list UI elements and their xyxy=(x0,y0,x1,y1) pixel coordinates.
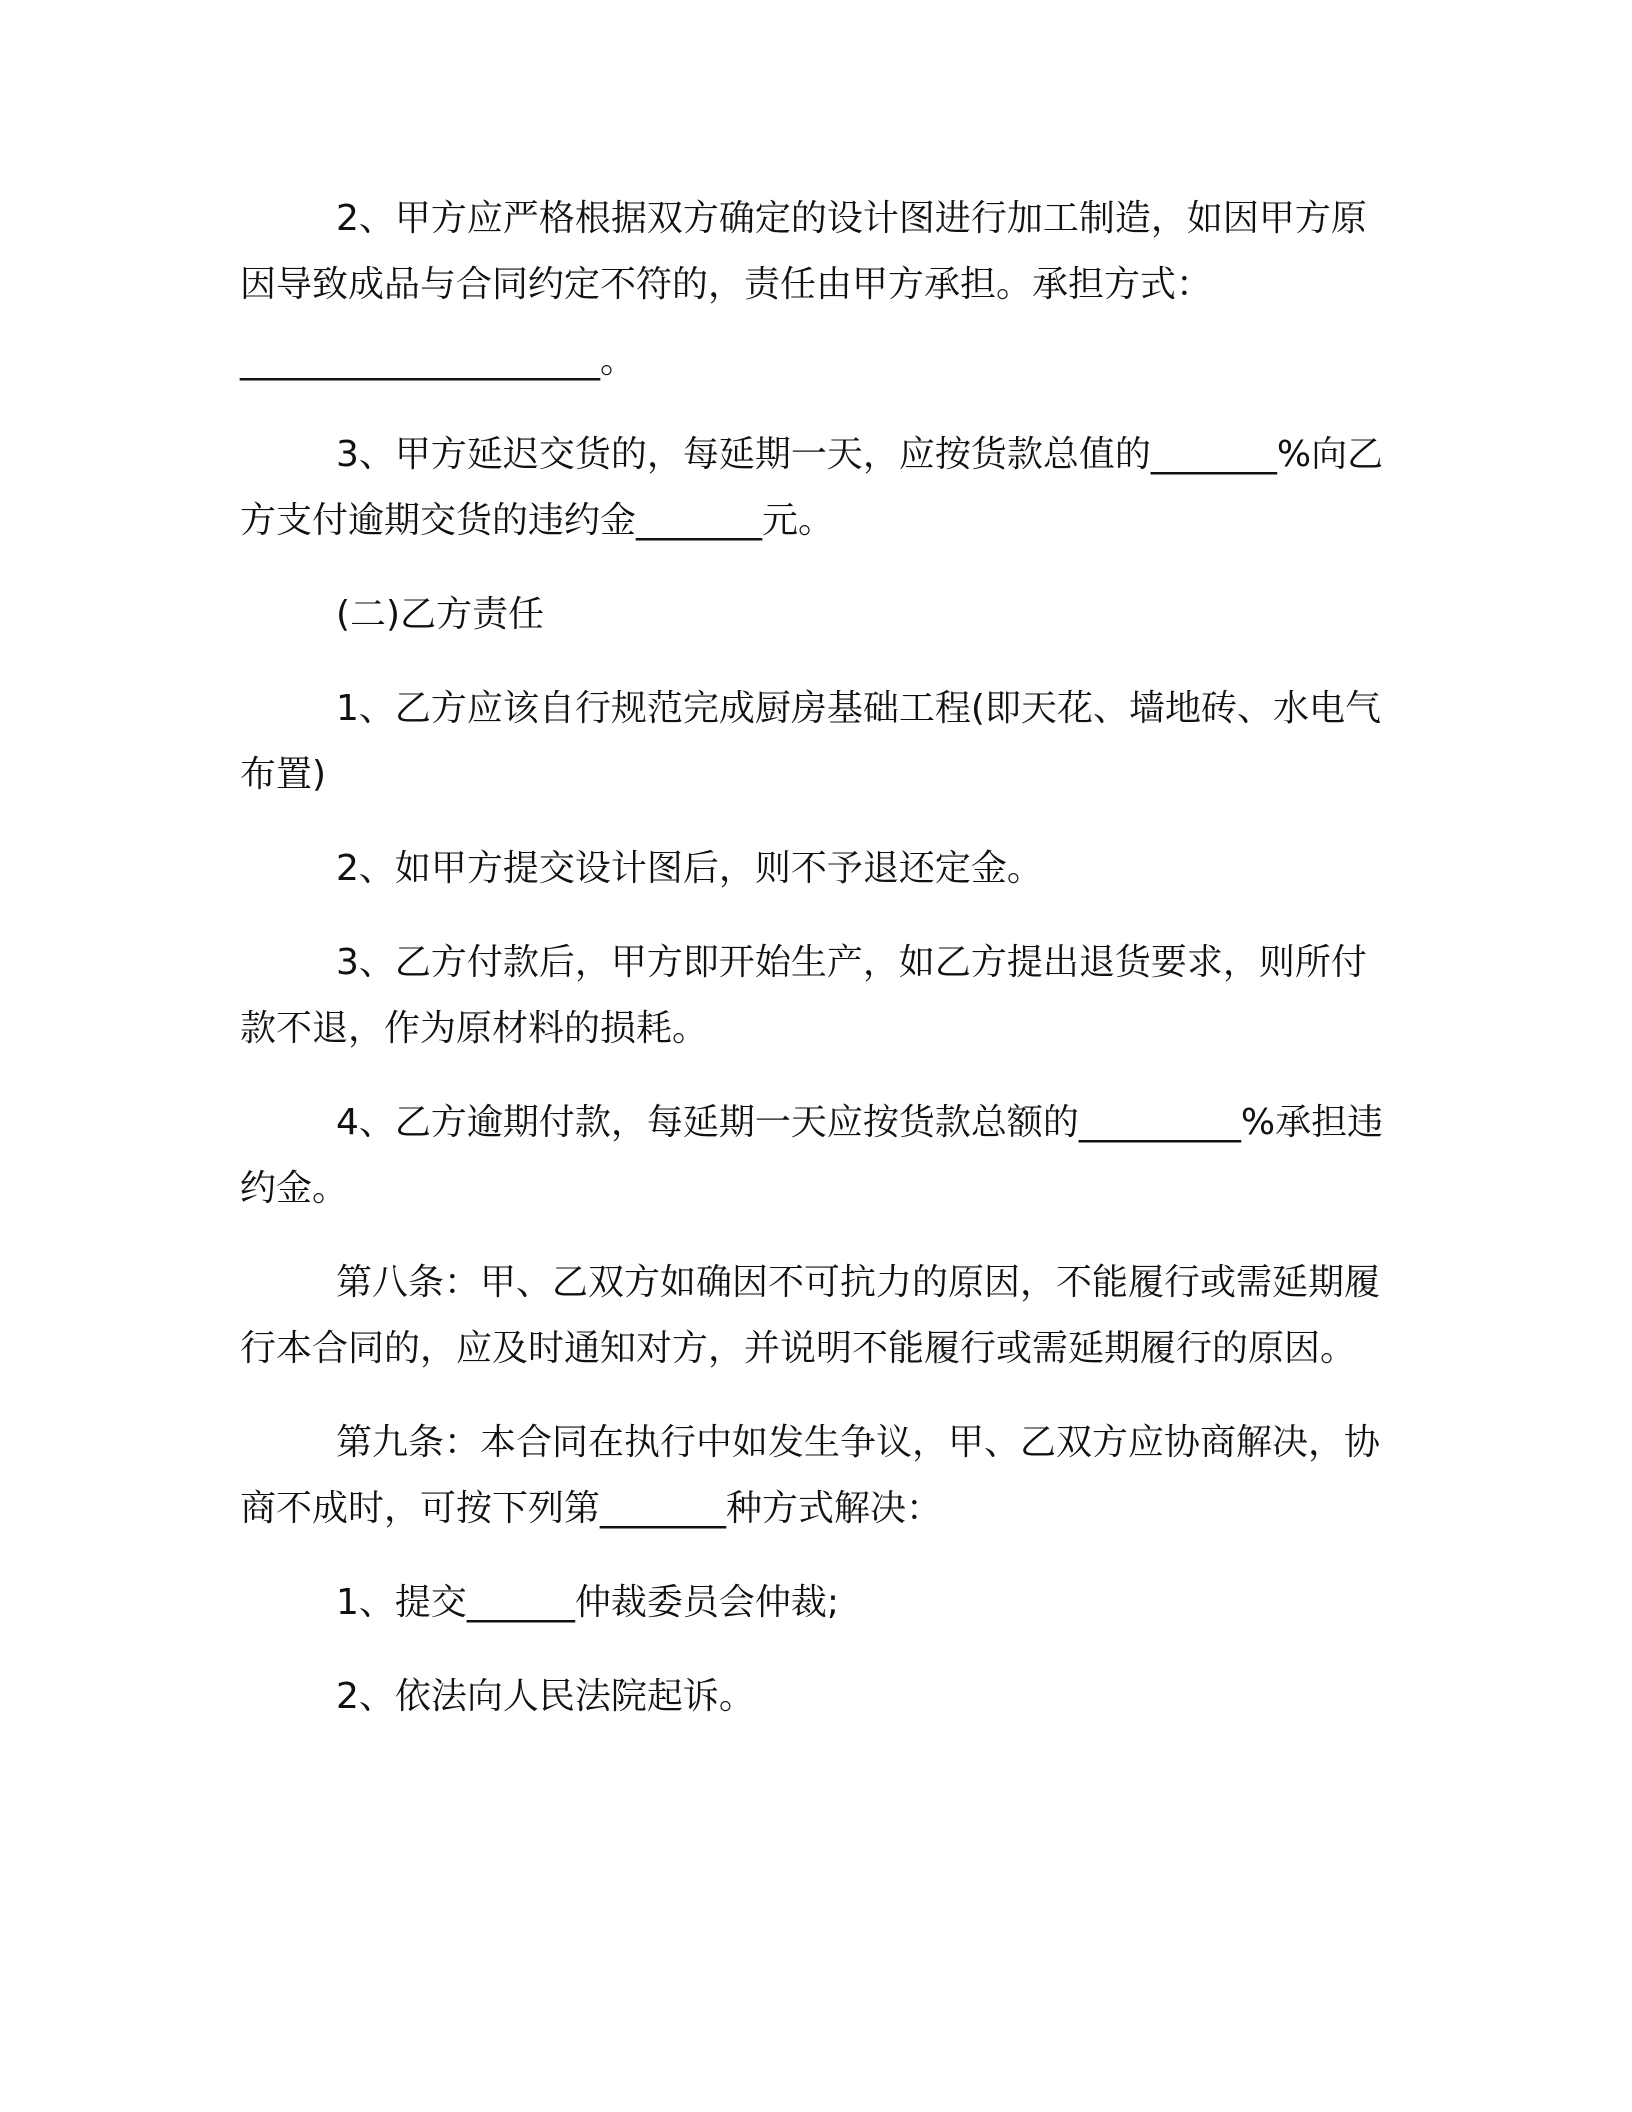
clause-party-a-3: 3、甲方延迟交货的，每延期一天，应按货款总值的_______%向乙方支付逾期交货的违约金_______元。 xyxy=(240,434,1384,541)
clause-party-b-2: 2、如甲方提交设计图后，则不予退还定金。 xyxy=(336,848,1043,889)
clause-party-b-3: 3、乙方付款后，甲方即开始生产，如乙方提出退货要求，则所付款不退，作为原材料的损耗。 xyxy=(240,942,1367,1049)
clause-party-b-4: 4、乙方逾期付款，每延期一天应按货款总额的_________%承担违约金。 xyxy=(240,1102,1384,1209)
article-nine: 第九条：本合同在执行中如发生争议，甲、乙双方应协商解决，协商不成时，可按下列第_______种方式解决： xyxy=(240,1422,1381,1529)
clause-party-b-1: 1、乙方应该自行规范完成厨房基础工程(即天花、墙地砖、水电气布置) xyxy=(240,688,1381,795)
dispute-option-1: 1、提交______仲裁委员会仲裁; xyxy=(336,1582,840,1623)
clause-party-a-2-blank: ____________________。 xyxy=(240,340,636,381)
dispute-option-2: 2、依法向人民法院起诉。 xyxy=(336,1676,755,1717)
section-heading-party-b: (二)乙方责任 xyxy=(336,594,545,635)
document-body xyxy=(240,186,1390,1758)
clause-party-a-2: 2、甲方应严格根据双方确定的设计图进行加工制造，如因甲方原因导致成品与合同约定不符的，责任由甲方承担。承担方式： xyxy=(240,198,1367,305)
article-eight: 第八条：甲、乙双方如确因不可抗力的原因，不能履行或需延期履行本合同的，应及时通知对方，并说明不能履行或需延期履行的原因。 xyxy=(240,1262,1381,1369)
